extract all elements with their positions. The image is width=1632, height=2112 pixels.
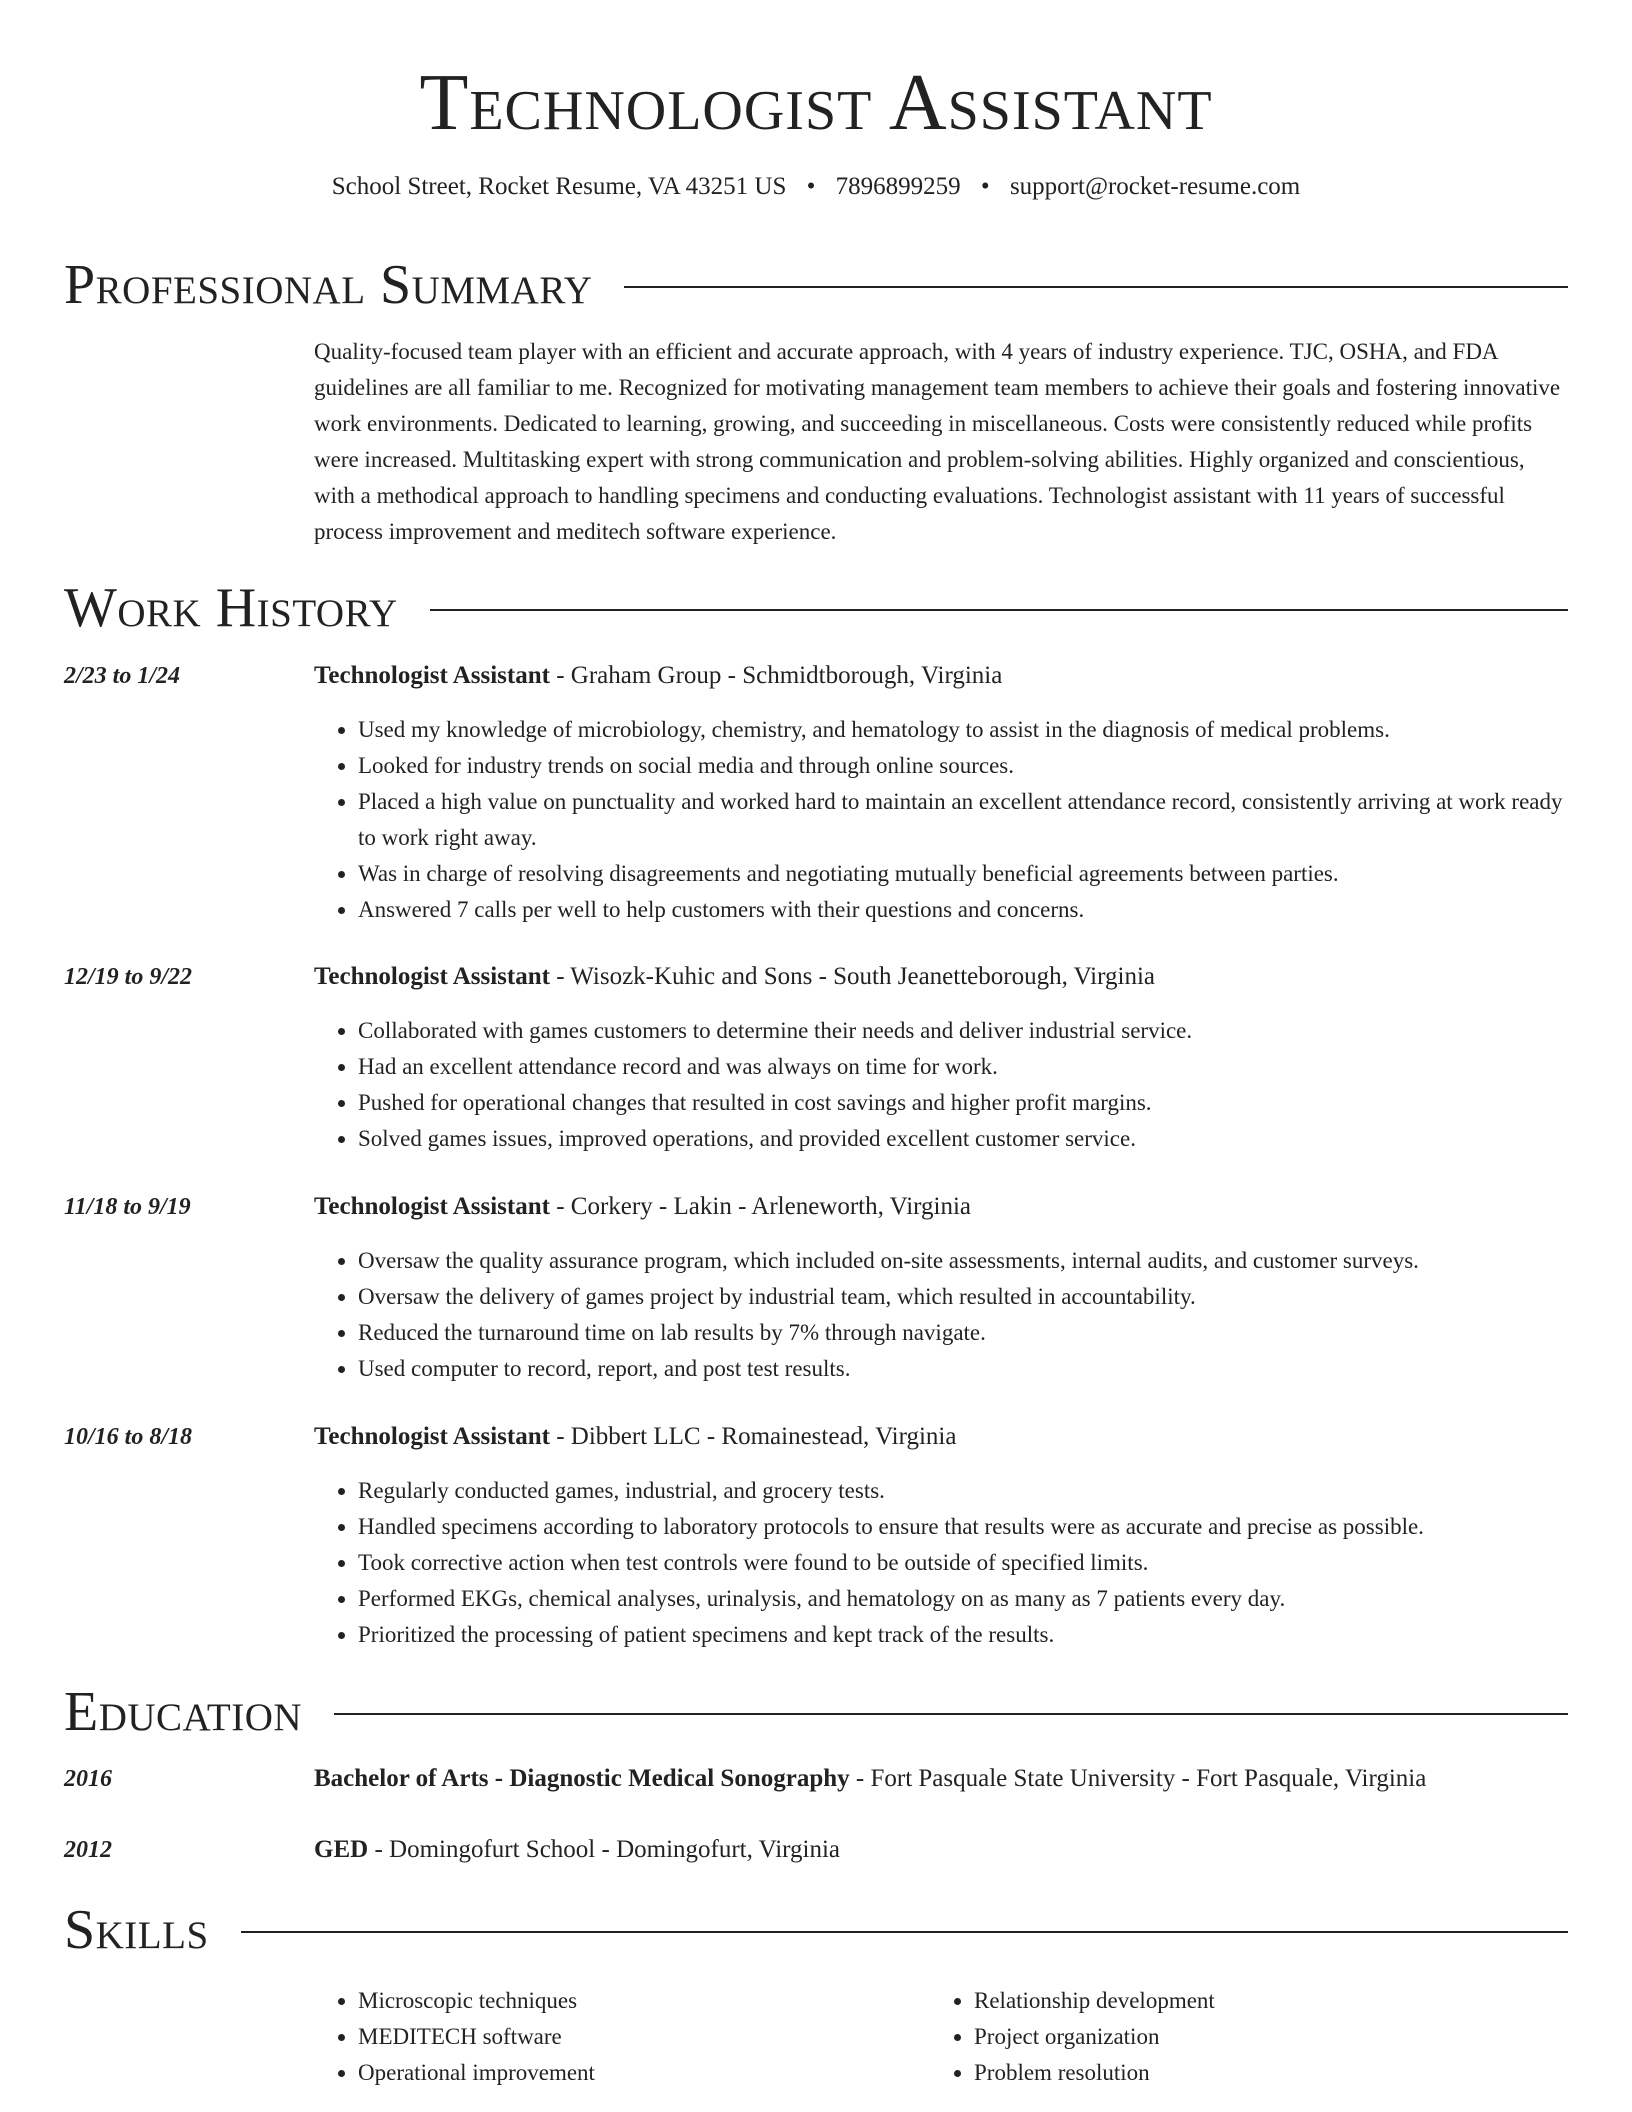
work-bullets xyxy=(314,1243,1568,1387)
work-title-line xyxy=(314,959,1568,995)
work-bullet: • Regularly conducted games, industrial, and grocery tests. xyxy=(358,1473,1568,1509)
contact-address: School Street, Rocket Resume, VA 43251 US xyxy=(331,173,787,200)
work-bullet: • Pushed for operational changes that resulted in cost savings and higher profit margins. xyxy=(358,1085,1568,1121)
work-title-line xyxy=(314,1189,1568,1225)
work-title: Technologist Assistant xyxy=(314,1193,550,1220)
work-bullet: • Solved games issues, improved operations, and provided excellent customer service. xyxy=(358,1121,1568,1157)
work-title-line xyxy=(314,1419,1568,1455)
skill-item: • Relationship development xyxy=(974,1983,1546,2019)
education-details: - Domingofurt School - Domingofurt, Virginia xyxy=(368,1836,841,1863)
contact-separator: • xyxy=(980,173,990,200)
section-title-work: Work History xyxy=(64,577,398,639)
skill-item: • MEDITECH software xyxy=(358,2019,930,2055)
education-year: 2012 xyxy=(64,1837,112,1863)
work-bullets xyxy=(314,712,1568,928)
summary-text: Quality-focused team player with an efficient and accurate approach, with 4 years of industry experience. TJC, OSHA, and FDA guidelines are all familiar to me. Recognized for motivating management team members to achieve their goals and fostering innovative work environments. Dedicated to learning, growing, and succeeding in miscellaneous. Costs were consistently reduced while profits were increased. Multitasking expert with strong communication and problem-solving abilities. Highly organized and conscientious, with a methodical approach to handling specimens and conducting evaluations. Technologist assistant with 11 years of successful process improvement and meditech software experience. xyxy=(314,339,1561,544)
work-bullet: • Oversaw the delivery of games project by industrial team, which resulted in accountability. xyxy=(358,1279,1568,1315)
section-title-summary: Professional Summary xyxy=(64,254,593,316)
work-bullet: • Took corrective action when test controls were found to be outside of specified limits. xyxy=(358,1545,1568,1581)
work-details: - Graham Group - Schmidtborough, Virginia xyxy=(549,662,1003,689)
work-entry xyxy=(64,1419,1568,1653)
work-bullet: • Had an excellent attendance record and was always on time for work. xyxy=(358,1049,1568,1085)
work-dates: 11/18 to 9/19 xyxy=(64,1194,191,1220)
section-header-summary xyxy=(64,255,1568,315)
work-bullet: • Looked for industry trends on social media and through online sources. xyxy=(358,748,1568,784)
work-bullet: • Was in charge of resolving disagreements and negotiating mutually beneficial agreements between parties. xyxy=(358,856,1568,892)
work-details: - Wisozk-Kuhic and Sons - South Jeanetteborough, Virginia xyxy=(549,963,1155,990)
work-bullet: • Answered 7 calls per well to help customers with their questions and concerns. xyxy=(358,892,1568,928)
work-bullet: • Performed EKGs, chemical analyses, urinalysis, and hematology on as many as 7 patients every day. xyxy=(358,1581,1568,1617)
skills-column-left xyxy=(314,1983,930,2091)
education-year: 2016 xyxy=(64,1766,112,1792)
education-degree: Bachelor of Arts - Diagnostic Medical Sonography xyxy=(314,1765,850,1792)
work-bullet: • Used computer to record, report, and post test results. xyxy=(358,1351,1568,1387)
work-bullet: • Used my knowledge of microbiology, chemistry, and hematology to assist in the diagnosis of medical problems. xyxy=(358,712,1568,748)
contact-email[interactable]: support@rocket-resume.com xyxy=(1009,173,1301,200)
section-title-skills: Skills xyxy=(64,1899,209,1961)
work-details: - Corkery - Lakin - Arleneworth, Virginia xyxy=(549,1193,972,1220)
skill-item: • Problem resolution xyxy=(974,2055,1546,2091)
work-entry xyxy=(64,658,1568,928)
skills-column-right xyxy=(930,1983,1546,2091)
work-title-line xyxy=(314,658,1568,694)
work-details: - Dibbert LLC - Romainestead, Virginia xyxy=(549,1423,957,1450)
summary-block xyxy=(64,334,1568,550)
work-dates: 10/16 to 8/18 xyxy=(64,1424,193,1450)
education-entry xyxy=(64,1832,1568,1868)
work-bullet: • Collaborated with games customers to determine their needs and deliver industrial service. xyxy=(358,1013,1568,1049)
section-divider xyxy=(334,1713,1568,1715)
work-entry xyxy=(64,1189,1568,1387)
resume-name: Technologist Assistant xyxy=(419,59,1213,147)
section-title-education: Education xyxy=(64,1681,303,1743)
section-header-work xyxy=(64,578,1568,638)
skill-item: • Operational improvement xyxy=(358,2055,930,2091)
contact-separator: • xyxy=(806,173,816,200)
work-title: Technologist Assistant xyxy=(314,1423,550,1450)
education-line xyxy=(314,1832,1568,1868)
skill-item: • Microscopic techniques xyxy=(358,1983,930,2019)
skills-list xyxy=(314,1983,1568,2091)
work-bullet: • Prioritized the processing of patient specimens and kept track of the results. xyxy=(358,1617,1568,1653)
work-dates: 12/19 to 9/22 xyxy=(64,964,193,990)
section-divider xyxy=(624,286,1568,288)
work-title: Technologist Assistant xyxy=(314,963,550,990)
work-bullet: • Oversaw the quality assurance program, which included on-site assessments, internal audits, and customer surveys. xyxy=(358,1243,1568,1279)
skill-item: • Project organization xyxy=(974,2019,1546,2055)
education-details: - Fort Pasquale State University - Fort Pasquale, Virginia xyxy=(849,1765,1427,1792)
work-bullet: • Placed a high value on punctuality and worked hard to maintain an excellent attendance record, consistently arriving at work ready to work right away. xyxy=(358,784,1568,856)
contact-line xyxy=(0,172,1632,202)
work-bullet: • Reduced the turnaround time on lab results by 7% through navigate. xyxy=(358,1315,1568,1351)
education-line xyxy=(314,1761,1568,1797)
section-header-education xyxy=(64,1682,1568,1742)
work-bullets xyxy=(314,1473,1568,1653)
section-divider xyxy=(241,1931,1568,1933)
work-entry xyxy=(64,959,1568,1157)
work-bullets xyxy=(314,1013,1568,1157)
work-title: Technologist Assistant xyxy=(314,662,550,689)
work-dates: 2/23 to 1/24 xyxy=(64,663,181,689)
education-degree: GED xyxy=(314,1836,369,1863)
work-bullet: • Handled specimens according to laboratory protocols to ensure that results were as accurate and precise as possible. xyxy=(358,1509,1568,1545)
section-header-skills xyxy=(64,1900,1568,1960)
education-entry xyxy=(64,1761,1568,1797)
contact-phone: 7896899259 xyxy=(835,173,961,200)
section-divider xyxy=(430,609,1568,611)
